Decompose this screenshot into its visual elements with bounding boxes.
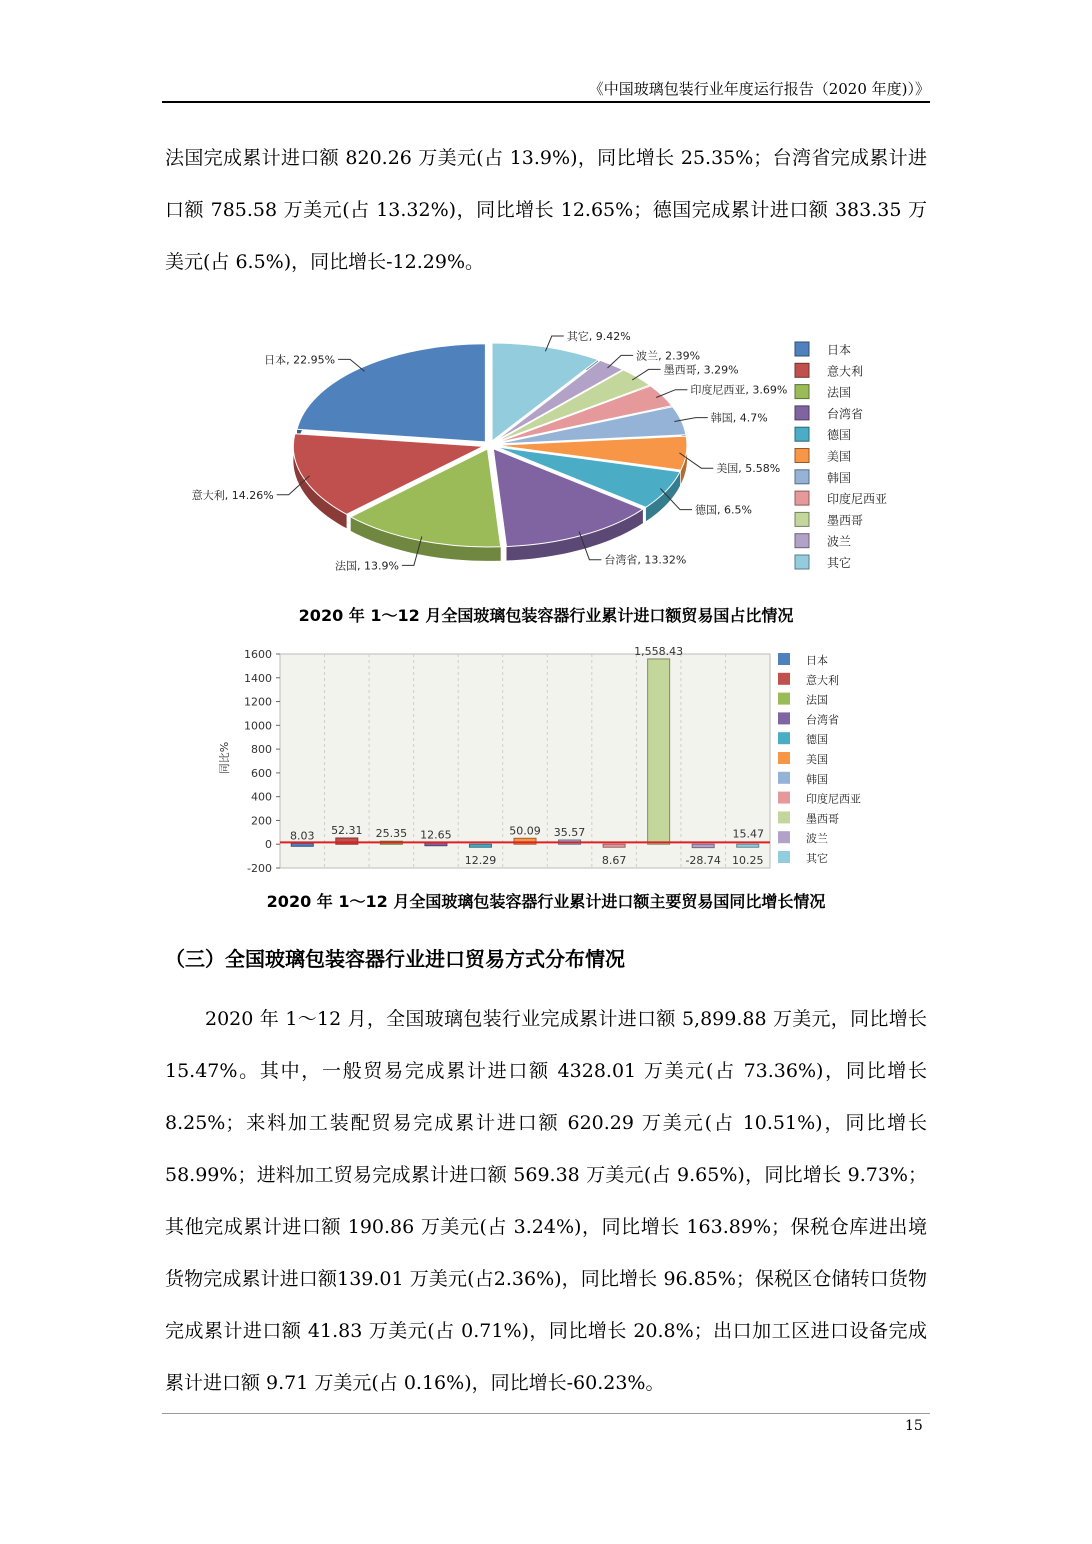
bar-y-tick-label: 1600 (244, 648, 272, 661)
pie-legend-swatch (795, 470, 809, 484)
bar-legend-label: 日本 (806, 654, 828, 667)
bar-legend-swatch (778, 811, 790, 823)
bar-value-label: -28.74 (685, 854, 721, 868)
bar (648, 659, 670, 844)
pie-legend-swatch (795, 512, 809, 526)
bar-y-tick-label: 200 (251, 814, 272, 828)
bar-y-tick-label: 800 (251, 743, 272, 757)
bar-value-label: 35.57 (553, 825, 586, 839)
bar-legend-swatch (778, 772, 790, 784)
bar-value-label: 8.03 (290, 829, 315, 843)
bar (603, 844, 625, 847)
bar-value-label: 12.29 (464, 854, 497, 868)
pie-legend-label: 美国 (827, 449, 852, 464)
bar-chart-caption: 2020 年 1～12 月全国玻璃包装容器行业累计进口额主要贸易国同比增长情况 (266, 892, 826, 911)
bar-legend-swatch (778, 712, 790, 724)
header-rule (162, 101, 930, 103)
pie-legend-label: 台湾省 (827, 406, 864, 421)
bar-legend-swatch (778, 653, 790, 665)
pie-legend-label: 墨西哥 (827, 513, 864, 528)
bar-legend-label: 墨西哥 (806, 812, 839, 826)
bar-value-label: 8.67 (601, 854, 627, 868)
paragraph-1 (165, 132, 927, 288)
bar-value-label: 12.65 (420, 828, 452, 842)
pie-slice-label: 其它, 9.42% (566, 330, 631, 343)
pie-slice-label: 法国, 13.9% (335, 559, 399, 573)
pie-legend-swatch (795, 342, 809, 356)
pie-legend-swatch (795, 406, 809, 420)
bar-y-axis-label: 同比% (218, 741, 231, 775)
pie-chart (180, 330, 920, 590)
bar-y-tick-label: 1200 (244, 695, 272, 709)
bar-y-tick-label: 400 (251, 790, 272, 804)
pie-chart-caption: 2020 年 1～12 月全国玻璃包装容器行业累计进口额贸易国占比情况 (298, 606, 794, 625)
bar-y-tick-label: 1400 (244, 671, 272, 685)
bar-legend-swatch (778, 752, 790, 764)
pie-slice-label: 印度尼西亚, 3.69% (690, 383, 788, 397)
bar-legend-swatch (778, 732, 790, 744)
bar-legend-label: 其它 (806, 852, 828, 865)
bar (737, 844, 759, 847)
bar-legend-label: 意大利 (806, 673, 839, 687)
pie-slice-label: 美国, 5.58% (716, 462, 781, 476)
paragraph-2 (165, 993, 927, 1409)
pie-slice-label: 墨西哥, 3.29% (663, 363, 739, 377)
bar-value-label: 10.25 (731, 854, 764, 868)
pie-legend-label: 法国 (827, 385, 852, 400)
pie-legend-label: 印度尼西亚 (827, 492, 888, 507)
bar-value-label: 52.31 (331, 824, 363, 838)
bar-legend-swatch (778, 673, 790, 685)
pie-legend-swatch (795, 427, 809, 441)
page-number: 15 (905, 1418, 923, 1434)
bar-reference-label: 15.47 (732, 827, 764, 841)
bar-legend-label: 法国 (806, 693, 828, 707)
bar-legend-label: 韩国 (806, 772, 828, 786)
bar-value-label: 1,558.43 (634, 644, 684, 658)
paragraph-2-text: 2020 年 1～12 月，全国玻璃包装行业完成累计进口额 5,899.88 万美元，同比增长 15.47%。其中，一般贸易完成累计进口额 4328.01 万美元(占 73.36%)，同比增长 8.25%；来料加工装配贸易完成累计进口额 620.29 万美元(占 10.51%)，同比增长 58.99%；进料加工贸易完成累计进口额 569.38 万美元(占 9.65%)，同比增长 9.73%；其他完成累计进口额 190.86 万美元(占 3.24%)，同比增长 163.89%；保税仓库进出境货物完成累计进口额139.01 万美元(占2.36%)，同比增长 96.85%；保税区仓储转口货物完成累计进口额 41.83 万美元(占 0.71%)，同比增长 20.8%；出口加工区进口设备完成累计进口额 9.71 万美元(占 0.16%)，同比增长-60.23%。 (165, 1008, 927, 1394)
page-header: 《中国玻璃包装行业年度运行报告（2020 年度)）》 (588, 80, 930, 98)
bar-chart (210, 638, 910, 878)
pie-slice-label: 意大利, 14.26% (191, 488, 274, 502)
bar-legend-label: 美国 (806, 753, 828, 766)
paragraph-1-text: 法国完成累计进口额 820.26 万美元(占 13.9%)，同比增长 25.35%；台湾省完成累计进口额 785.58 万美元(占 13.32%)，同比增长 12.65%；德国完成累计进口额 383.35 万美元(占 6.5%)，同比增长-12.29%。 (165, 147, 927, 273)
pie-legend-label: 韩国 (827, 470, 852, 485)
pie-slice-label: 波兰, 2.39% (636, 349, 701, 363)
pie-legend-swatch (795, 555, 809, 569)
bar-y-tick-label: 600 (251, 766, 272, 780)
bar-value-label: 50.09 (509, 824, 541, 838)
bar-legend-label: 印度尼西亚 (806, 792, 861, 806)
bar (469, 844, 491, 847)
footer-rule (162, 1413, 930, 1414)
bar-legend-swatch (778, 831, 790, 843)
pie-legend-label: 其它 (827, 556, 852, 570)
pie-slice-label: 台湾省, 13.32% (604, 553, 687, 567)
bar-value-label: 25.35 (375, 827, 408, 841)
bar-legend-label: 德国 (806, 733, 828, 747)
bar (291, 843, 313, 846)
bar-y-tick-label: 0 (265, 838, 272, 852)
pie-slice-label: 德国, 6.5% (694, 503, 752, 517)
bar-legend-label: 台湾省 (806, 713, 839, 727)
bar (692, 844, 714, 847)
pie-legend-label: 日本 (827, 343, 852, 357)
pie-slice-label: 日本, 22.95% (264, 353, 336, 367)
pie-legend-swatch (795, 449, 809, 463)
bar-legend-swatch (778, 792, 790, 804)
bar-legend-label: 波兰 (806, 832, 828, 846)
bar-legend-swatch (778, 851, 790, 863)
bar-y-tick-label: -200 (247, 862, 272, 875)
pie-legend-swatch (795, 491, 809, 505)
bar-y-tick-label: 1000 (244, 719, 272, 733)
pie-slice-label: 韩国, 4.7% (710, 411, 768, 425)
pie-legend-swatch (795, 385, 809, 399)
pie-legend-label: 意大利 (827, 364, 864, 379)
pie-legend-swatch (795, 363, 809, 377)
pie-legend-label: 德国 (827, 428, 852, 443)
pie-legend-swatch (795, 534, 809, 548)
pie-legend-label: 波兰 (827, 534, 852, 549)
section-heading: （三）全国玻璃包装容器行业进口贸易方式分布情况 (165, 947, 625, 971)
bar-legend-swatch (778, 693, 790, 705)
